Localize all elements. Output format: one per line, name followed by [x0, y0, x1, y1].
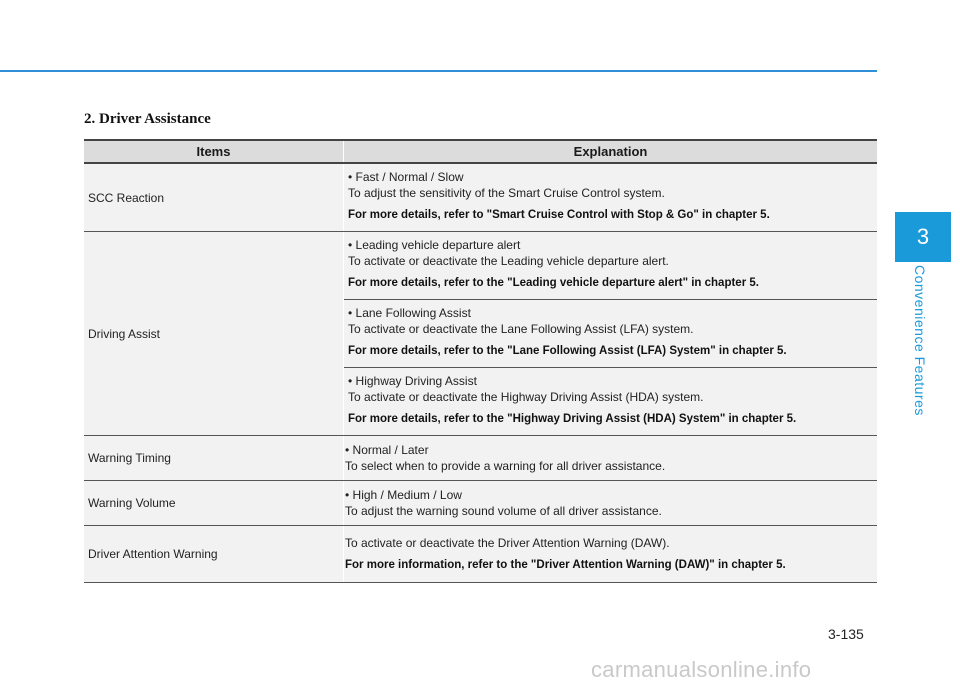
option-list: • Normal / Later [345, 443, 429, 457]
explanation-block [344, 232, 877, 300]
chapter-number-tab: 3 [895, 212, 951, 262]
settings-table [84, 139, 877, 583]
chapter-label: Convenience Features [912, 265, 928, 416]
reference-note: For more information, refer to the "Driver Attention Warning (DAW)" in chapter 5. [345, 559, 786, 571]
header-explanation: Explanation [344, 140, 878, 163]
explanation-block [344, 436, 877, 480]
explanation-block [344, 529, 877, 579]
reference-note: For more details, refer to the "Lane Following Assist (LFA) System" in chapter 5. [348, 345, 787, 357]
item-driver-attention-warning: Driver Attention Warning [84, 526, 344, 583]
table-row [84, 481, 877, 526]
item-scc-reaction: SCC Reaction [84, 163, 344, 232]
description: To activate or deactivate the Lane Following Assist (LFA) system. [348, 322, 694, 336]
explanation-block [344, 164, 877, 231]
explanation-block [344, 481, 877, 525]
explanation-cell [344, 481, 878, 526]
watermark: carmanualsonline.info [591, 657, 812, 682]
option-list: • Highway Driving Assist [348, 374, 477, 388]
description: To activate or deactivate the Driver Attention Warning (DAW). [345, 536, 670, 550]
table-row [84, 436, 877, 481]
explanation-cell [344, 436, 878, 481]
explanation-cell [344, 232, 878, 436]
description: To adjust the sensitivity of the Smart Cruise Control system. [348, 186, 665, 200]
option-list: • High / Medium / Low [345, 488, 462, 502]
top-rule [0, 70, 877, 72]
item-driving-assist: Driving Assist [84, 232, 344, 436]
option-list: • Fast / Normal / Slow [348, 170, 464, 184]
description: To activate or deactivate the Highway Driving Assist (HDA) system. [348, 390, 704, 404]
reference-note: For more details, refer to "Smart Cruise Control with Stop & Go" in chapter 5. [348, 209, 770, 221]
reference-note: For more details, refer to the "Highway Driving Assist (HDA) System" in chapter 5. [348, 413, 797, 425]
item-warning-timing: Warning Timing [84, 436, 344, 481]
description: To activate or deactivate the Leading vehicle departure alert. [348, 254, 669, 268]
table-row [84, 163, 877, 232]
description: To adjust the warning sound volume of all driver assistance. [345, 504, 662, 518]
header-items: Items [84, 140, 344, 163]
table-row [84, 526, 877, 583]
table-header-row [84, 140, 877, 163]
explanation-cell [344, 526, 878, 583]
explanation-block [344, 300, 877, 368]
page-number: 3-135 [828, 626, 864, 642]
explanation-cell [344, 163, 878, 232]
section-title: 2. Driver Assistance [84, 111, 211, 127]
description: To select when to provide a warning for all driver assistance. [345, 459, 666, 473]
table-row [84, 232, 877, 436]
option-list: • Leading vehicle departure alert [348, 238, 521, 252]
item-warning-volume: Warning Volume [84, 481, 344, 526]
explanation-block [344, 368, 877, 435]
option-list: • Lane Following Assist [348, 306, 471, 320]
reference-note: For more details, refer to the "Leading vehicle departure alert" in chapter 5. [348, 277, 759, 289]
